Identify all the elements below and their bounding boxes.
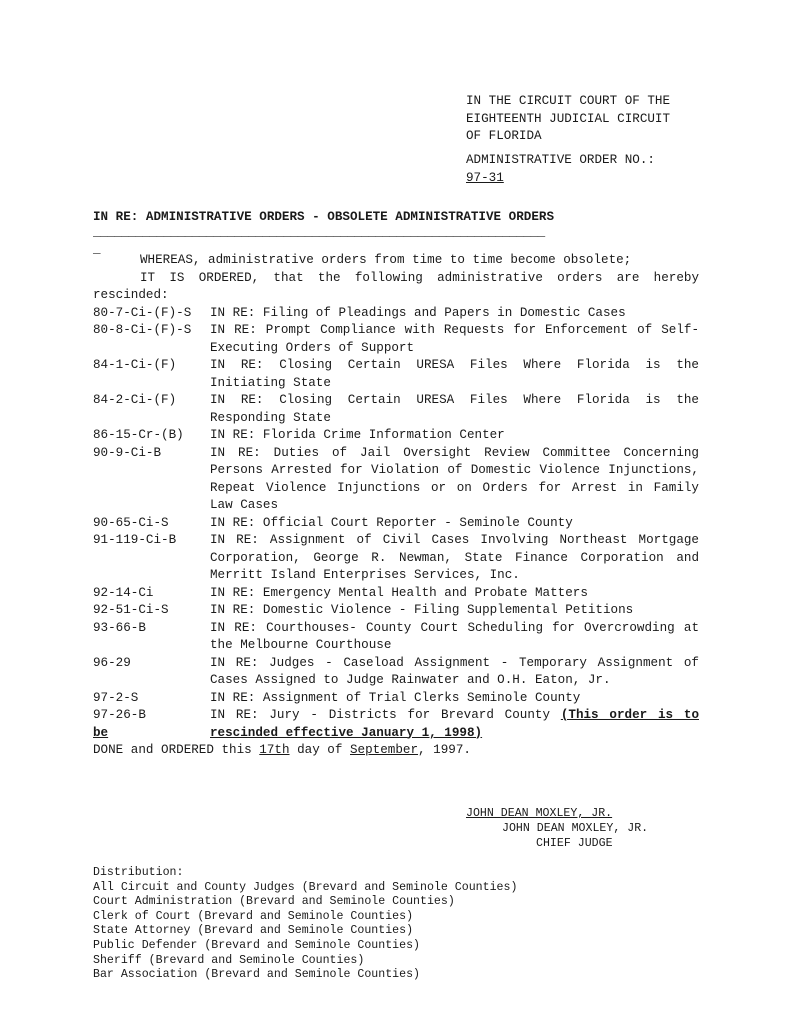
document-title: IN RE: ADMINISTRATIVE ORDERS - OBSOLETE ADMINISTRATIVE ORDERS	[93, 210, 555, 224]
list-item	[93, 707, 699, 725]
rescind-note-part-1: (This order is to	[560, 708, 699, 722]
order-number-block	[466, 152, 655, 187]
order-code: 86-15-Cr-(B)	[93, 428, 184, 442]
order-description: IN RE: Prompt Compliance with Requests for Enforcement of Self-Executing Orders of Support	[210, 323, 699, 355]
rescind-note-part-3: rescinded effective January 1, 1998)	[210, 725, 483, 740]
court-line-2-text: EIGHTEENTH JUDICIAL CIRCUIT	[466, 111, 671, 126]
list-item	[93, 690, 699, 708]
list-item: All Circuit and County Judges (Brevard and Seminole Counties)	[93, 880, 518, 894]
list-item: Public Defender (Brevard and Seminole Counties)	[93, 938, 420, 952]
order-number: 97-31	[466, 170, 504, 185]
title-rule: ________________________________________________________________	[93, 225, 545, 239]
rescind-note-part-2	[93, 725, 210, 743]
done-suffix: , 1997.	[418, 743, 471, 757]
rescind-note-part-2-text: be	[93, 725, 109, 740]
list-item	[93, 322, 699, 357]
order-code: 80-7-Ci-(F)-S	[93, 305, 192, 320]
judge-title: CHIEF JUDGE	[536, 837, 613, 850]
done-prefix: DONE and ORDERED this	[93, 743, 252, 757]
order-description	[210, 707, 699, 725]
ordered-paragraph: IT IS ORDERED, that the following administrative orders are hereby rescinded:	[93, 270, 699, 302]
rescinded-orders-list	[93, 305, 699, 708]
list-item	[93, 392, 699, 427]
list-item	[93, 427, 699, 445]
court-line-3-text: OF FLORIDA	[466, 129, 542, 143]
list-item: Court Administration (Brevard and Seminole Counties)	[93, 895, 455, 909]
signature-block	[466, 807, 612, 822]
order-code: 97-2-S	[93, 690, 139, 705]
done-and-ordered	[93, 742, 699, 760]
order-description: IN RE: Domestic Violence - Filing Supplemental Petitions	[210, 603, 634, 617]
done-month: September	[350, 743, 419, 757]
court-line-1	[466, 93, 698, 111]
order-code: 80-8-Ci-(F)-S	[93, 323, 192, 337]
list-item	[93, 602, 699, 620]
list-item	[93, 305, 699, 323]
order-description: IN RE: Florida Crime Information Center	[210, 428, 505, 442]
list-item-continuation	[93, 725, 699, 743]
court-line-2	[466, 111, 698, 129]
order-code: 92-14-Ci	[93, 585, 154, 600]
judge-name: JOHN DEAN MOXLEY, JR.	[502, 822, 649, 835]
list-item	[93, 532, 699, 585]
list-item: Clerk of Court (Brevard and Seminole Counties)	[93, 909, 414, 923]
order-description: IN RE: Emergency Mental Health and Probate Matters	[210, 585, 588, 600]
order-description: IN RE: Closing Certain URESA Files Where Florida is the Initiating State	[210, 358, 699, 390]
order-code: 92-51-Ci-S	[93, 603, 169, 617]
list-item	[93, 585, 699, 603]
distribution-list	[93, 866, 517, 983]
list-item	[93, 655, 699, 690]
order-code: 90-65-Ci-S	[93, 515, 169, 530]
order-code: 84-1-Ci-(F)	[93, 358, 177, 372]
court-header	[466, 93, 698, 146]
list-item	[93, 515, 699, 533]
list-item	[93, 620, 699, 655]
title-rule-tail: _	[93, 242, 101, 256]
list-item: Bar Association (Brevard and Seminole Counties)	[93, 968, 420, 982]
list-item	[93, 357, 699, 392]
order-description: IN RE: Courthouses- County Court Scheduling for Overcrowding at the Melbourne Courthouse	[210, 620, 699, 652]
rescind-note-line	[210, 725, 699, 743]
done-day: 17th	[259, 743, 290, 757]
list-item: State Attorney (Brevard and Seminole Counties)	[93, 924, 414, 938]
order-code: 84-2-Ci-(F)	[93, 393, 177, 407]
order-body	[93, 252, 699, 760]
done-middle: day of	[297, 743, 343, 757]
order-number-label: ADMINISTRATIVE ORDER NO.:	[466, 153, 655, 167]
order-code: 97-26-B	[93, 708, 146, 722]
order-code: 93-66-B	[93, 620, 146, 635]
order-description-text: IN RE: Jury - Districts for Brevard County	[210, 708, 551, 722]
order-description: IN RE: Assignment of Trial Clerks Seminole County	[210, 690, 581, 705]
order-description: IN RE: Official Court Reporter - Seminole County	[210, 515, 573, 530]
order-code: 91-119-Ci-B	[93, 533, 177, 547]
order-description: IN RE: Filing of Pleadings and Papers in Domestic Cases	[210, 305, 626, 320]
order-description: IN RE: Closing Certain URESA Files Where Florida is the Responding State	[210, 393, 699, 425]
list-item: Sheriff (Brevard and Seminole Counties)	[93, 953, 365, 967]
list-item	[93, 445, 699, 515]
order-code: 90-9-Ci-B	[93, 445, 162, 460]
order-code: 96-29	[93, 655, 131, 670]
court-line-3	[466, 128, 698, 146]
order-description: IN RE: Judges - Caseload Assignment - Temporary Assignment of Cases Assigned to Judge Rainwater and O.H. Eaton, Jr.	[210, 655, 699, 687]
whereas-paragraph: WHEREAS, administrative orders from time to time become obsolete;	[140, 253, 632, 267]
order-description: IN RE: Duties of Jail Oversight Review Committee Concerning Persons Arrested for Violation of Domestic Violence Injunctions, Repeat Violence Injunctions or on Orders for Arrest in Family Law Cases	[210, 445, 699, 512]
judge-signature: JOHN DEAN MOXLEY, JR.	[466, 807, 613, 820]
order-description: IN RE: Assignment of Civil Cases Involving Northeast Mortgage Corporation, George R. Newman, State Finance Corporation and Merritt Island Enterprises Services, Inc.	[210, 533, 699, 582]
court-line-1-text: IN THE CIRCUIT COURT OF THE	[466, 94, 671, 108]
distribution-heading: Distribution:	[93, 866, 184, 879]
